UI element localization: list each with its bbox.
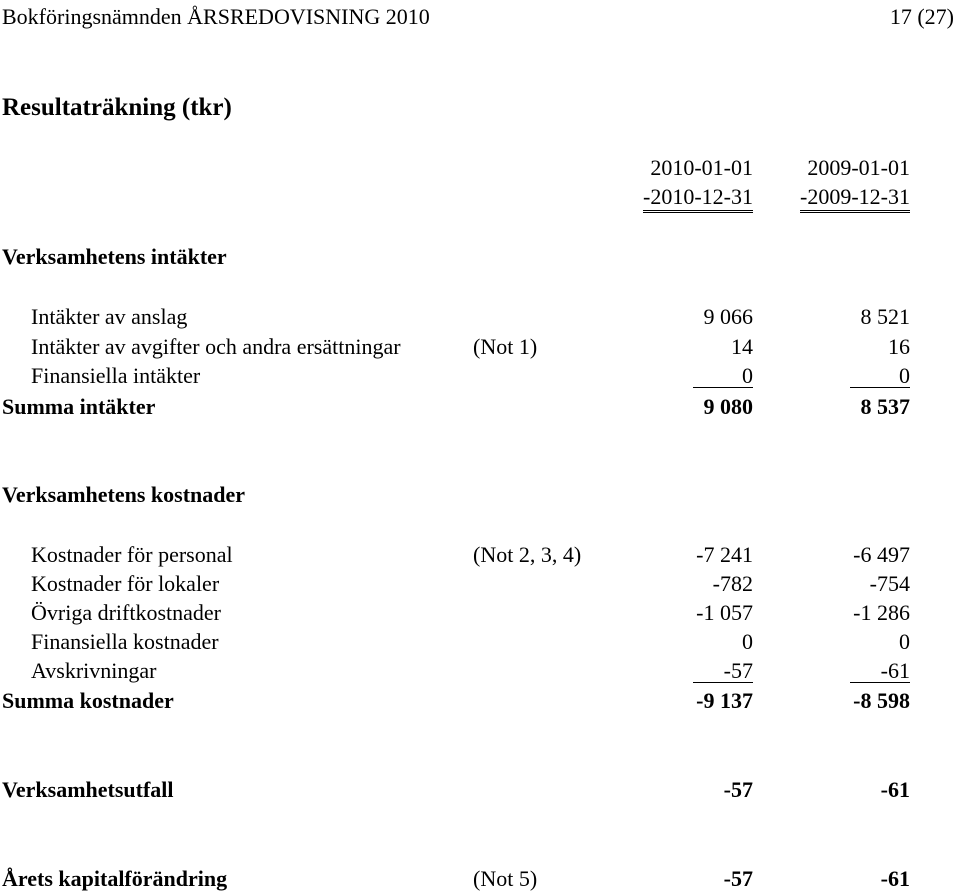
value-2009: -6 497	[853, 542, 910, 567]
total-2010: -9 137	[696, 688, 753, 713]
row-label: Finansiella kostnader	[31, 629, 219, 654]
document-header: Bokföringsnämnden ÅRSREDOVISNING 2010	[2, 4, 430, 29]
row-label: Kostnader för lokaler	[31, 571, 220, 596]
column-2010-end: -2010-12-31	[560, 186, 753, 208]
row-label: Finansiella intäkter	[31, 363, 201, 388]
result-label: Verksamhetsutfall	[2, 777, 174, 802]
total-2009: 8 537	[860, 394, 910, 419]
row-label: Intäkter av avgifter och andra ersättningar	[31, 334, 401, 359]
value-2009: 0	[899, 629, 910, 654]
row-label: Övriga driftkostnader	[31, 600, 221, 625]
value-2010: -7 241	[696, 542, 753, 567]
row-label: Kostnader för personal	[31, 542, 233, 567]
row-label: Avskrivningar	[31, 658, 157, 683]
value-2009: -61	[760, 660, 910, 683]
result-2009: -61	[880, 777, 910, 802]
capital-2010: -57	[723, 866, 753, 891]
capital-note: (Not 5)	[473, 866, 538, 891]
capital-2009: -61	[880, 866, 910, 891]
row-note: (Not 2, 3, 4)	[473, 542, 582, 567]
capital-label: Årets kapitalförändring	[2, 866, 228, 891]
page-title: Resultaträkning (tkr)	[2, 94, 232, 121]
total-label: Summa kostnader	[2, 688, 174, 713]
value-2009: 0	[760, 365, 910, 388]
result-2010: -57	[723, 777, 753, 802]
row-label: Intäkter av anslag	[31, 304, 188, 329]
value-2009: 16	[888, 334, 910, 359]
value-2009: 8 521	[860, 304, 910, 329]
value-2009: -754	[869, 571, 910, 596]
value-2010: -57	[560, 660, 753, 683]
total-2010: 9 080	[703, 394, 753, 419]
column-2009-start: 2009-01-01	[807, 155, 910, 180]
total-label: Summa intäkter	[2, 394, 156, 419]
value-2009: -1 286	[853, 600, 910, 625]
column-2009-end: -2009-12-31	[760, 186, 910, 208]
costs-heading: Verksamhetens kostnader	[2, 482, 246, 507]
value-2010: -1 057	[696, 600, 753, 625]
value-2010: 9 066	[703, 304, 753, 329]
page-number: 17 (27)	[889, 4, 954, 29]
income-heading: Verksamhetens intäkter	[2, 244, 227, 269]
column-2010-start: 2010-01-01	[650, 155, 753, 180]
row-note: (Not 1)	[473, 334, 538, 359]
value-2010: 14	[731, 334, 753, 359]
total-2009: -8 598	[853, 688, 910, 713]
value-2010: -782	[712, 571, 753, 596]
value-2010: 0	[560, 365, 753, 388]
value-2010: 0	[742, 629, 753, 654]
